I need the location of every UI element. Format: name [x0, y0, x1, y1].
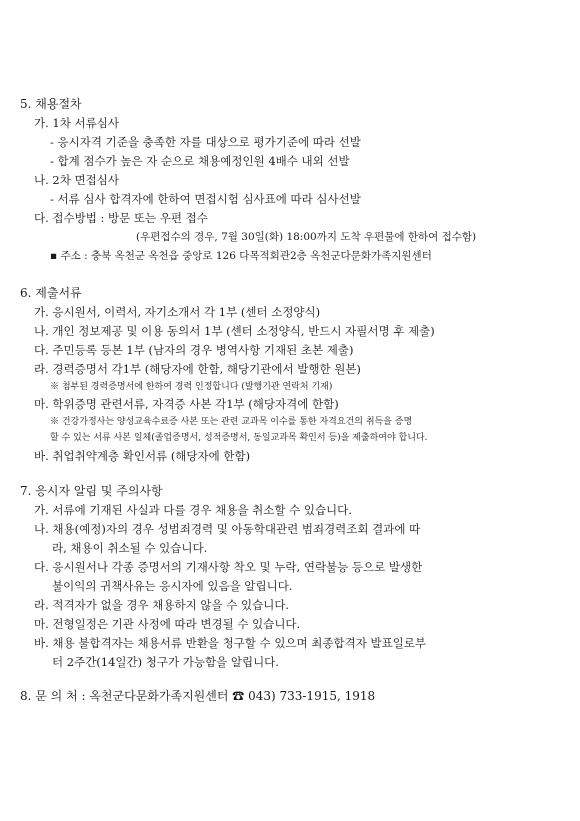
section-5-address: ▪ 주소 : 충북 옥천군 옥천읍 중앙로 126 다목적회관2층 옥천군다문화가족지원센터	[50, 250, 432, 262]
section-5-item-b: 나. 2차 면접심사	[34, 173, 119, 187]
section-6-title: 6. 제출서류	[20, 286, 82, 300]
section-7-item-e: 마. 전형일정은 기관 사정에 따라 변경될 수 있습니다.	[34, 617, 301, 631]
section-7-title: 7. 응시자 알림 및 주의사항	[20, 484, 163, 498]
section-5-item-a2: - 합계 점수가 높은 자 순으로 채용예정인원 4배수 내외 선발	[50, 154, 350, 168]
section-6-item-d-note: ※ 첨부된 경력증명서에 한하여 경력 인정합니다 (발행기관 연락처 기재)	[50, 382, 333, 392]
section-7-item-c-line2: 불이익의 귀책사유는 응시자에 있음을 알립니다.	[52, 579, 293, 593]
section-7-item-b-line2: 라, 채용이 취소될 수 있습니다.	[52, 541, 208, 555]
section-7-item-f-line2: 터 2주간(14일간) 청구가 가능함을 알립니다.	[52, 655, 279, 669]
section-5-item-c1: (우편접수의 경우, 7월 30일(화) 18:00까지 도착 우편물에 한하여 접수함)	[136, 231, 477, 243]
section-6-item-a: 가. 응시원서, 이력서, 자기소개서 각 1부 (센터 소정양식)	[34, 305, 321, 319]
section-6-item-d: 라. 경력증명서 각1부 (해당자에 한함, 해당기관에서 발행한 원본)	[34, 362, 361, 376]
section-6-item-e-note-2: 할 수 있는 서류 사본 일체(졸업증명서, 성적증명서, 동일교과목 확인서 등)을 제출하여야 합니다.	[50, 433, 428, 443]
section-7-item-b-line1: 나. 채용(예정)자의 경우 성범죄경력 및 아동학대관련 범죄경력조회 결과에 따	[34, 522, 421, 536]
section-5-item-c: 다. 접수방법 : 방문 또는 우편 접수	[34, 211, 208, 225]
section-5-item-a: 가. 1차 서류심사	[34, 116, 119, 130]
section-6-item-e-note-1: ※ 건강가정사는 양성교육수료증 사본 또는 관련 교과목 이수를 통한 자격요건의 취득을 증명	[50, 417, 413, 427]
section-6-item-c: 다. 주민등록 등본 1부 (남자의 경우 병역사항 기재된 초본 제출)	[34, 343, 354, 357]
section-7-item-c-line1: 다. 응시원서나 각종 증명서의 기재사항 착오 및 누락, 연락불능 등으로 발생한	[34, 560, 423, 574]
section-5-item-b1: - 서류 심사 합격자에 한하여 면접시험 심사표에 따라 심사선발	[50, 192, 361, 206]
section-5-title: 5. 채용절차	[20, 97, 82, 111]
section-6-item-e: 마. 학위증명 관련서류, 자격증 사본 각1부 (해당자격에 한함)	[34, 397, 339, 411]
section-5-item-a1: - 응시자격 기준을 충족한 자를 대상으로 평가기준에 따라 선발	[50, 135, 361, 149]
section-8-contact: 8. 문 의 처 : 옥천군다문화가족지원센터 ☎ 043) 733-1915, 1918	[20, 689, 376, 703]
section-7-item-a: 가. 서류에 기재된 사실과 다를 경우 채용을 취소할 수 있습니다.	[34, 503, 352, 517]
section-6-item-f: 바. 취업취약계층 확인서류 (해당자에 한함)	[34, 449, 251, 463]
section-6-item-b: 나. 개인 정보제공 및 이용 동의서 1부 (센터 소정양식, 반드시 자필서명 후 제출)	[34, 324, 435, 338]
section-7-item-d: 라. 적격자가 없을 경우 채용하지 않을 수 있습니다.	[34, 598, 290, 612]
section-7-item-f-line1: 바. 채용 불합격자는 채용서류 반환을 청구할 수 있으며 최종합격자 발표일로부	[34, 636, 427, 650]
